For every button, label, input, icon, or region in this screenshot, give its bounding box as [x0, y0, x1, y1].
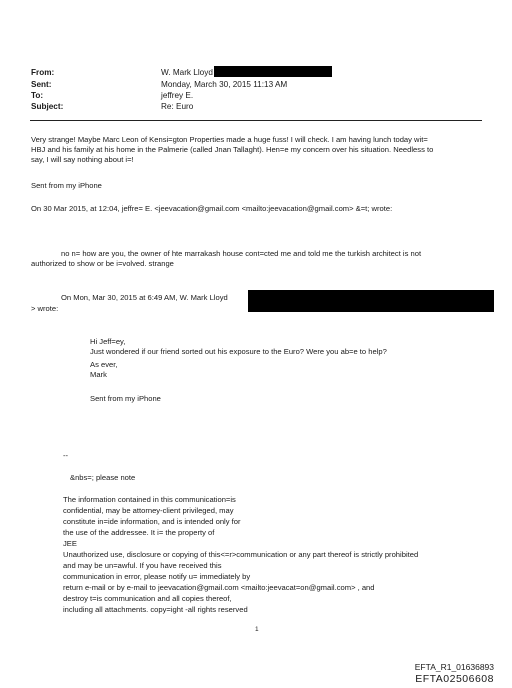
body-line: Very strange! Maybe Marc Leon of Kensi=gton Properties made a huge fuss! I will check. I am having lunch today wit= — [31, 135, 428, 144]
disclaimer-line: JEE — [63, 539, 77, 548]
disclaimer-line: communication in error, please notify u= immediately by — [63, 572, 251, 581]
nbsp-note: &nbs=; please note — [70, 473, 136, 482]
sent-from-iphone: Sent from my iPhone — [31, 181, 102, 190]
disclaimer-line: Unauthorized use, disclosure or copying of this<=r>communication or any part thereof is strictly prohibited — [63, 550, 419, 559]
body-line: As ever, — [90, 360, 118, 369]
disclaimer-line: destroy t=is communication and all copies thereof, — [63, 594, 232, 603]
bates-number-primary: EFTA_R1_01636893 — [414, 662, 494, 672]
signature-dash: -- — [63, 451, 69, 460]
to-label: To: — [31, 91, 44, 100]
to-value: jeffrey E. — [161, 91, 194, 100]
bates-number-secondary: EFTA02506608 — [415, 673, 494, 685]
nested-quote-intro-cont: > wrote: — [31, 304, 59, 313]
sent-value: Monday, March 30, 2015 11:13 AM — [161, 80, 288, 89]
body-line: no n= how are you, the owner of hte marrakash house cont=cted me and told me the turkish architect is not — [61, 249, 422, 258]
body-line: HBJ and his family at his home in the Palmerie (called Jnan Tallaght). Hen=e my concern over his situation. Needless to — [31, 145, 434, 154]
disclaimer-line: and may be un=awful. If you have received this — [63, 561, 222, 570]
sent-from-iphone: Sent from my iPhone — [90, 394, 161, 403]
page-number: 1 — [255, 626, 259, 633]
redaction-box — [248, 290, 494, 312]
body-line: Mark — [90, 370, 107, 379]
disclaimer-line: including all attachments. copy=ight -all rights reserved — [63, 605, 248, 614]
disclaimer-line: The information contained in this communication=is — [63, 495, 236, 504]
body-line: Hi Jeff=ey, — [90, 337, 126, 346]
body-line: say, I will say nothing about i=! — [31, 155, 134, 164]
sent-label: Sent: — [31, 80, 52, 89]
header-divider — [30, 120, 482, 121]
disclaimer-line: constitute in=ide information, and is intended only for — [63, 517, 241, 526]
quote-intro: On 30 Mar 2015, at 12:04, jeffre= E. <jeevacation@gmail.com <mailto:jeevacation@gmail.com> &=t; wrote: — [31, 204, 393, 213]
subject-value: Re: Euro — [161, 102, 194, 111]
from-value: W. Mark Lloyd — [161, 68, 213, 77]
redaction-box — [214, 66, 332, 77]
nested-quote-intro: On Mon, Mar 30, 2015 at 6:49 AM, W. Mark Lloyd — [61, 293, 228, 302]
body-line: authorized to show or be i=volved. strange — [31, 259, 174, 268]
body-line: Just wondered if our friend sorted out his exposure to the Euro? Were you ab=e to help? — [90, 347, 387, 356]
subject-label: Subject: — [31, 102, 64, 111]
disclaimer-line: confidential, may be attorney-client privileged, may — [63, 506, 234, 515]
from-label: From: — [31, 68, 55, 77]
disclaimer-line: the use of the addressee. It i= the property of — [63, 528, 215, 537]
disclaimer-line: return e-mail or by e-mail to jeevacation@gmail.com <mailto:jeevacat=on@gmail.com> , and — [63, 583, 375, 592]
